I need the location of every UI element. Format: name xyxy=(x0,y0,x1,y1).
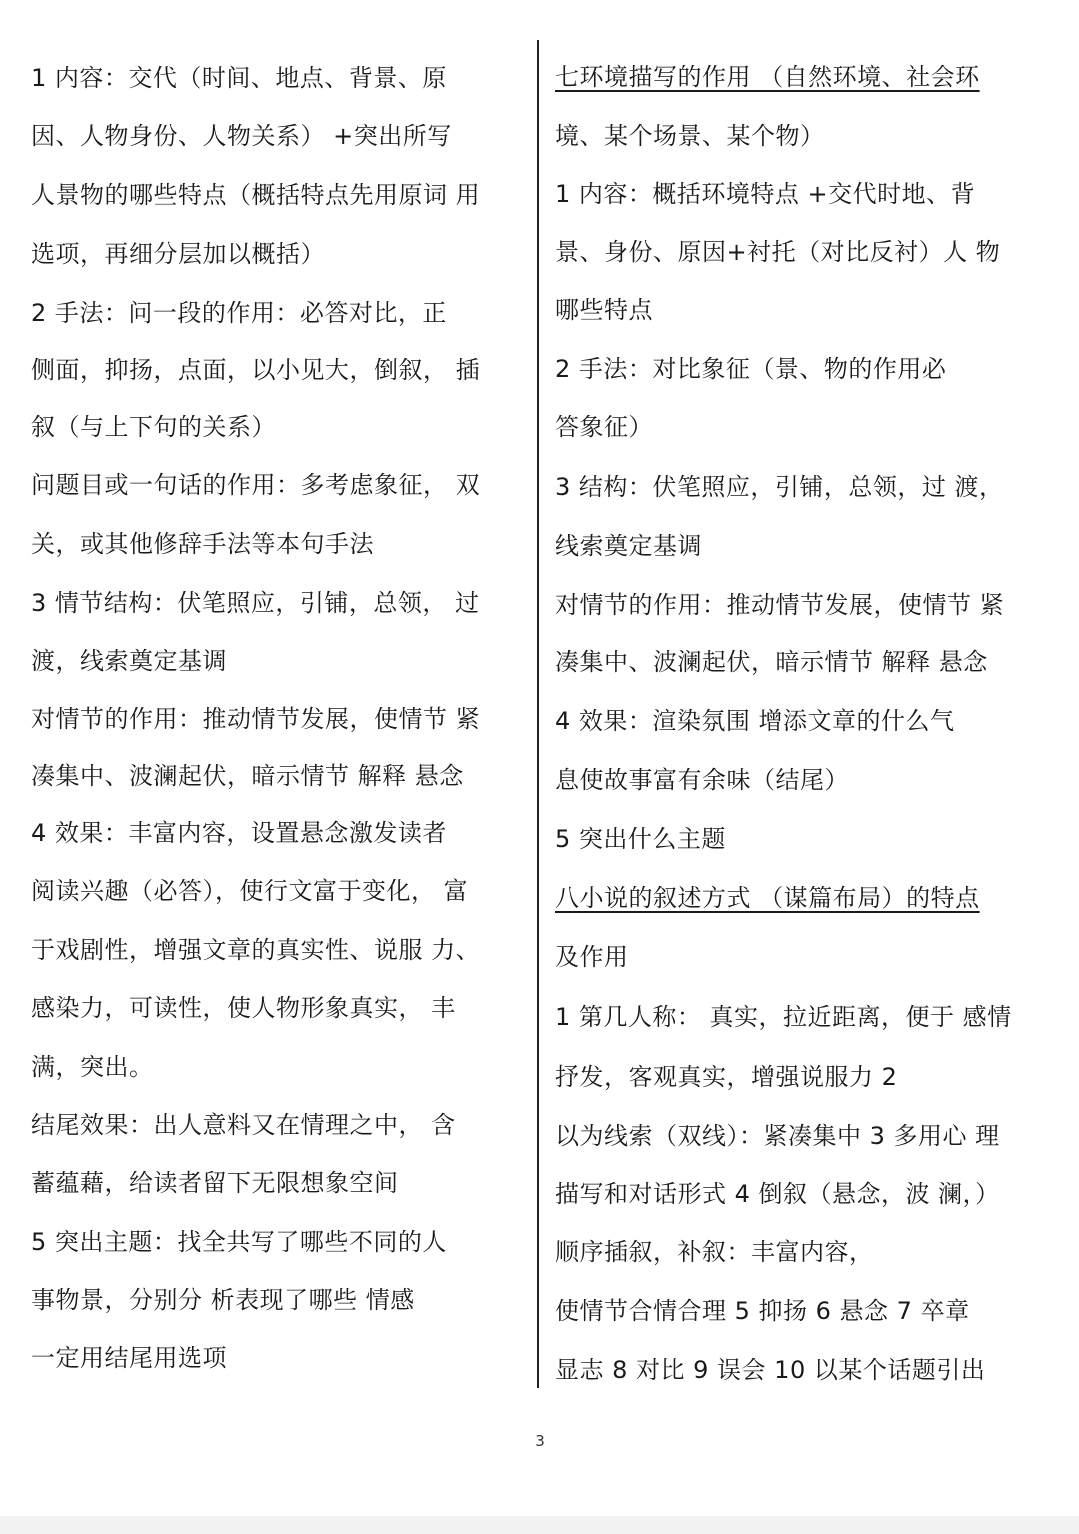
text-line: 哪些特点 xyxy=(555,296,653,324)
text-line: 4 效果：渲染氛围 增添文章的什么气 xyxy=(555,707,955,735)
text-line: 于戏剧性，增强文章的真实性、说服 力、 xyxy=(31,936,481,964)
text-line: 事物景，分别分 析表现了哪些 情感 xyxy=(31,1286,415,1314)
text-line: 景、身份、原因+衬托（对比反衬）人 物 xyxy=(555,238,1001,266)
text-line: 问题目或一句话的作用：多考虑象征， 双 xyxy=(31,471,481,499)
text-line: 1 内容：交代（时间、地点、背景、原 xyxy=(31,64,447,92)
bottom-margin xyxy=(0,1516,1079,1534)
section-heading: 七环境描写的作用 （自然环境、社会环 xyxy=(555,63,980,91)
text-line: 感染力，可读性，使人物形象真实， 丰 xyxy=(31,994,456,1022)
text-line: 显志 8 对比 9 误会 10 以某个话题引出 xyxy=(555,1356,986,1384)
text-line: 侧面，抑扬，点面，以小见大，倒叙， 插 xyxy=(31,356,481,384)
text-line: 凑集中、波澜起伏，暗示情节 解释 悬念 xyxy=(555,648,988,676)
text-line: 因、人物身份、人物关系） +突出所写 xyxy=(31,122,452,150)
text-line: 渡，线索奠定基调 xyxy=(31,647,227,675)
text-line: 境、某个场景、某个物） xyxy=(555,122,825,150)
text-line: 蓄蕴藉，给读者留下无限想象空间 xyxy=(31,1169,399,1197)
text-line: 4 效果：丰富内容，设置悬念激发读者 xyxy=(31,819,447,847)
text-line: 5 突出什么主题 xyxy=(555,825,726,853)
text-line: 及作用 xyxy=(555,943,629,971)
text-line: 阅读兴趣（必答），使行文富于变化， 富 xyxy=(31,877,469,905)
text-line: 答象征） xyxy=(555,413,653,441)
section-heading: 八小说的叙述方式 （谋篇布局）的特点 xyxy=(555,884,980,912)
text-line: 2 手法：对比象征（景、物的作用必 xyxy=(555,355,947,383)
column-divider xyxy=(537,40,539,1388)
text-line: 对情节的作用：推动情节发展，使情节 紧 xyxy=(31,705,481,733)
text-line: 1 第几人称： 真实，拉近距离，便于 感情 xyxy=(555,1003,1012,1031)
text-line: 2 手法：问一段的作用：必答对比，正 xyxy=(31,299,447,327)
text-line: 对情节的作用：推动情节发展，使情节 紧 xyxy=(555,591,1005,619)
text-line: 凑集中、波澜起伏，暗示情节 解释 悬念 xyxy=(31,762,464,790)
text-line: 顺序插叙，补叙：丰富内容， xyxy=(555,1238,874,1266)
text-line: 3 结构：伏笔照应，引铺，总领，过 渡， xyxy=(555,473,1004,501)
text-line: 使情节合情合理 5 抑扬 6 悬念 7 卒章 xyxy=(555,1297,970,1325)
text-line: 满，突出。 xyxy=(31,1053,154,1081)
text-line: 以为线索（双线）：紧凑集中 3 多用心 理 xyxy=(555,1122,1000,1150)
text-line: 结尾效果：出人意料又在情理之中， 含 xyxy=(31,1111,456,1139)
text-line: 息使故事富有余味（结尾） xyxy=(555,766,849,794)
text-line: 1 内容：概括环境特点 +交代时地、背 xyxy=(555,180,976,208)
text-line: 抒发，客观真实，增强说服力 2 xyxy=(555,1063,898,1091)
page-number: 3 xyxy=(535,1432,545,1450)
text-line: 叙（与上下句的关系） xyxy=(31,413,276,441)
text-line: 人景物的哪些特点（概括特点先用原词 用 xyxy=(31,181,481,209)
text-line: 选项，再细分层加以概括） xyxy=(31,240,325,268)
text-line: 一定用结尾用选项 xyxy=(31,1344,227,1372)
text-line: 3 情节结构：伏笔照应，引铺，总领， 过 xyxy=(31,589,480,617)
text-line: 关，或其他修辞手法等本句手法 xyxy=(31,530,374,558)
text-line: 线索奠定基调 xyxy=(555,532,702,560)
text-line: 描写和对话形式 4 倒叙（悬念，波 澜，） xyxy=(555,1180,1000,1208)
text-line: 5 突出主题：找全共写了哪些不同的人 xyxy=(31,1228,447,1256)
